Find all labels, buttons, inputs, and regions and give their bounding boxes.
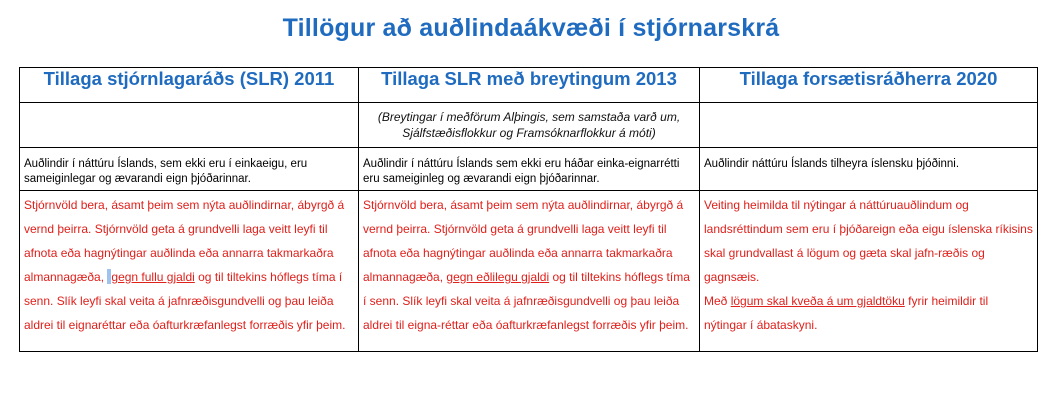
base-text-slr-2011: Auðlindir í náttúru Íslands, sem ekki eru í einkaeigu, eru sameiginlegar og ævarandi eign þjóðarinnar. bbox=[24, 158, 308, 185]
fee-clause: lögum skal kveða á um gjaldtöku bbox=[730, 294, 905, 308]
proposal-cell-slr-2013 bbox=[359, 191, 700, 352]
note-row bbox=[20, 103, 1038, 148]
header-row bbox=[20, 68, 1038, 103]
note-cell-slr-2013 bbox=[359, 103, 700, 148]
fee-clause: gegn eðlilegu gjaldi bbox=[446, 270, 550, 284]
column-header-slr-2011: Tillaga stjórnlagaráðs (SLR) 2011 bbox=[20, 68, 359, 103]
base-cell-slr-2011 bbox=[20, 148, 359, 191]
note-cell-slr-2011 bbox=[20, 103, 359, 148]
column-header-slr-2013: Tillaga SLR með breytingum 2013 bbox=[359, 68, 700, 103]
comparison-table bbox=[19, 67, 1038, 352]
proposal-text-slr-2013: Stjórnvöld bera, ásamt þeim sem nýta auðlindirnar, ábyrgð á vernd þeirra. Stjórnvöld geta á grundvelli laga veitt leyfi til afnota eða hagnýtingar auðlinda eða annarra takmarkaðra almannagæða, gegn eðlilegu gjaldi og til tiltekins hóflegs tíma í senn. Slík leyfi skal veita á jafnræðisgundvelli og þau leiða aldrei til eigna-réttar eða óafturkræfanlegst forræðis yfir þeim. bbox=[363, 198, 690, 332]
base-text-slr-2013: Auðlindir í náttúru Íslands sem ekki eru háðar einka-eignarrétti eru sameiginleg og ævarandi eign þjóðarinnar. bbox=[363, 158, 680, 185]
proposal-cell-pm-2020 bbox=[700, 191, 1038, 352]
page-title: Tillögur að auðlindaákvæði í stjórnarskrá bbox=[282, 14, 780, 42]
proposal-row bbox=[20, 191, 1038, 352]
fee-clause: gegn fullu gjaldi bbox=[111, 270, 195, 284]
proposal-cell-slr-2011 bbox=[20, 191, 359, 352]
note-cell-pm-2020 bbox=[700, 103, 1038, 148]
proposal-text-slr-2011: Stjórnvöld bera, ásamt þeim sem nýta auðlindirnar, ábyrgð á vernd þeirra. Stjórnvöld geta á grundvelli laga veitt leyfi til afnota eða hagnýtingar auðlinda eða annarra takmarkaðra almannagæða, gegn fullu gjaldi og til tiltekins hóflegs tíma í senn. Slík leyfi skal veita á jafnræðisgundvelli og þau leiða aldrei til eignaréttar eða óafturkræfanlegst forræðis yfir þeim. bbox=[24, 198, 346, 332]
base-text-pm-2020: Auðlindir náttúru Íslands tilheyra íslensku þjóðinni. bbox=[704, 158, 960, 170]
amendment-note: (Breytingar í meðförum Alþingis, sem samstaða varð um, Sjálfstæðisflokkur og Framsóknarflokkur á móti) bbox=[377, 110, 681, 140]
column-header-pm-2020: Tillaga forsætisráðherra 2020 bbox=[700, 68, 1038, 103]
base-cell-slr-2013 bbox=[359, 148, 700, 191]
proposal-text-pm-2020: Veiting heimilda til nýtingar á náttúruauðlindum og landsréttindum sem eru í þjóðareign eða eigu íslenska ríkisins skal grundvallast á lögum og gæta skal jafn-ræðis og gagnsæis. Með lögum skal kveða á um gjaldtöku fyrir heimildir til nýtingar í ábataskyni. bbox=[704, 198, 1033, 332]
base-cell-pm-2020 bbox=[700, 148, 1038, 191]
base-text-row bbox=[20, 148, 1038, 191]
